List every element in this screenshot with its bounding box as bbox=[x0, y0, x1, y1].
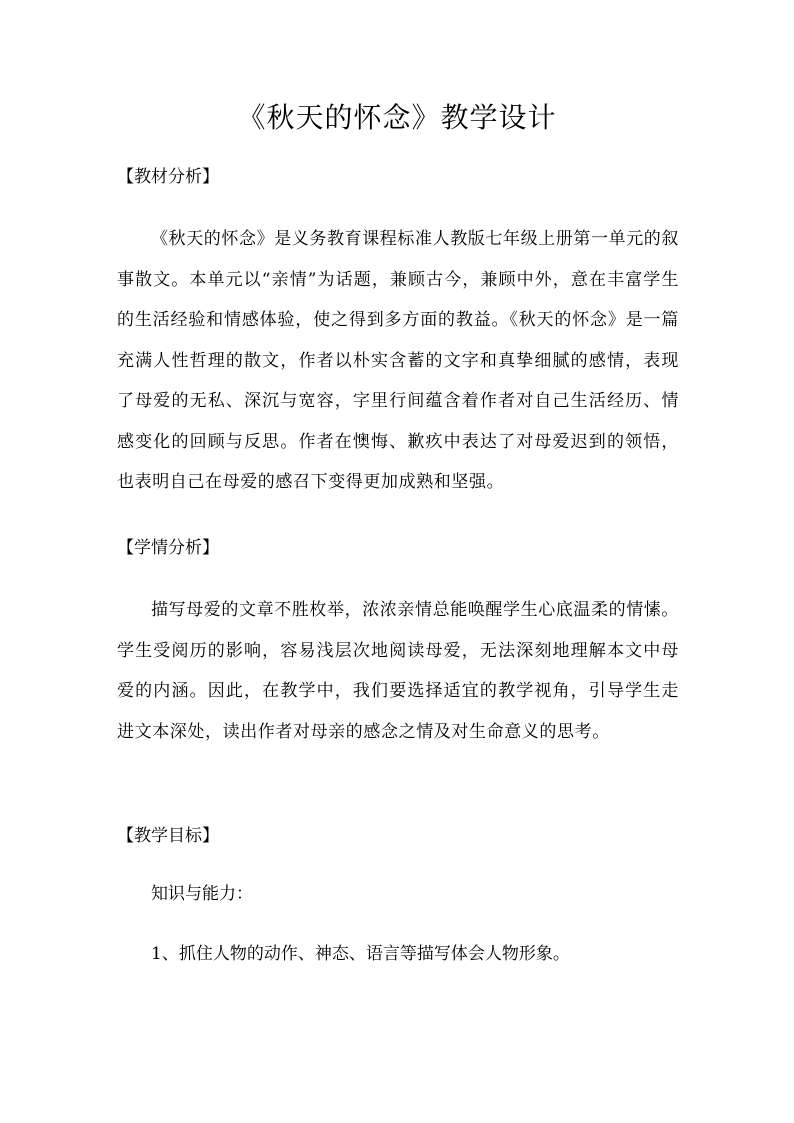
document-title: 《秋天的怀念》教学设计 bbox=[237, 101, 557, 134]
paragraph-textbook-analysis: 《秋天的怀念》是义务教育课程标准人教版七年级上册第一单元的叙事散文。本单元以“亲情”为话题，兼顾古今，兼顾中外，意在丰富学生的生活经验和情感体验，使之得到多方面的教益。《秋天的怀念》是一篇充满人性哲理的散文，作者以朴实含蓄的文字和真挚细腻的感情，表现了母爱的无私、深沉与宽容，字里行间蕴含着作者对自己生活经历、情感变化的回顾与反思。作者在懊悔、歉疚中表达了对母爱迟到的领悟，也表明自己在母爱的感召下变得更加成熟和坚强。 bbox=[117, 229, 679, 492]
section-heading-teaching-goals: 【教学目标】 bbox=[117, 826, 219, 846]
subheading-knowledge-ability: 知识与能力： bbox=[151, 884, 253, 904]
section-heading-textbook-analysis: 【教材分析】 bbox=[117, 167, 219, 187]
section-heading-student-analysis: 【学情分析】 bbox=[117, 538, 219, 558]
goal-item-1: 1、抓住人物的动作、神态、语言等描写体会人物形象。 bbox=[151, 944, 570, 964]
paragraph-student-analysis: 描写母爱的文章不胜枚举，浓浓亲情总能唤醒学生心底温柔的情愫。学生受阅历的影响，容易浅层次地阅读母爱，无法深刻地理解本文中母爱的内涵。因此，在教学中，我们要选择适宜的教学视角，引导学生走进文本深处，读出作者对母亲的感念之情及对生命意义的思考。 bbox=[117, 600, 679, 742]
